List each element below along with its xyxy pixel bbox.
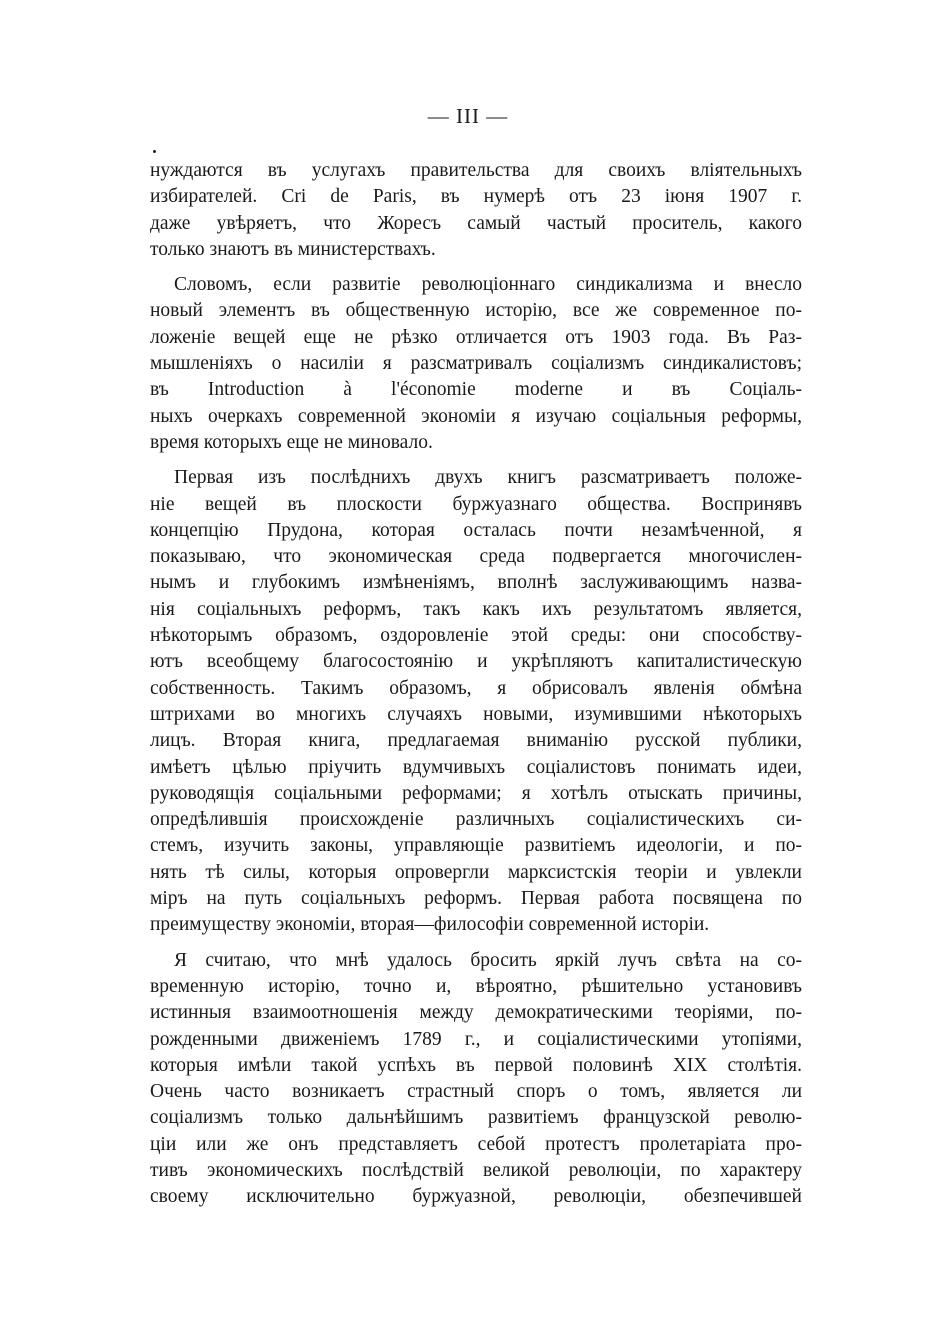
paragraph-1 [150, 158, 802, 263]
text-line: нѣкоторымъ образомъ, оздоровленіе этой среды: они способству- [150, 625, 802, 647]
text-line: только знаютъ въ министерствахъ. [150, 238, 436, 260]
text-line: Очень часто возникаетъ страстный споръ о томъ, является ли [150, 1081, 802, 1103]
page-number: — III — [427, 104, 509, 128]
text-line: стемъ, изучить законы, управляющіе развитіемъ идеологіи, и по- [150, 835, 802, 857]
text-line: міръ на путь соціальныхъ реформъ. Первая работа посвящена по [150, 888, 802, 910]
text-line: собственность. Такимъ образомъ, я обрисовалъ явленія обмѣна [150, 677, 802, 699]
text-line: въ Introduction à l'économie moderne и въ Соціаль- [150, 379, 802, 401]
text-line: новый элементъ въ общественную исторію, все же современное по- [150, 300, 802, 322]
text-line: имѣетъ цѣлью пріучить вдумчивыхъ соціалистовъ понимать идеи, [150, 756, 802, 778]
page-body [150, 158, 802, 1211]
text-line: Я считаю, что мнѣ удалось бросить яркій лучъ свѣта на со- [174, 949, 802, 971]
text-line: которыя имѣли такой успѣхъ въ первой половинѣ XIX столѣтія. [150, 1054, 802, 1076]
text-line: истинныя взаимоотношенія между демократическими теоріями, по- [150, 1002, 802, 1024]
text-line: ныхъ очеркахъ современной экономіи я изучаю соціальныя реформы, [150, 405, 802, 427]
text-line: лицъ. Вторая книга, предлагаемая вниманію русской публики, [150, 730, 802, 752]
text-line: тивъ экономическихъ послѣдствій великой революціи, по характеру [150, 1159, 802, 1181]
paragraph-2 [150, 272, 802, 456]
text-line: концепцію Прудона, которая осталась почти незамѣченной, я [150, 519, 802, 541]
ink-dot [153, 150, 156, 153]
text-line: соціализмъ только дальнѣйшимъ развитіемъ французской револю- [150, 1107, 802, 1129]
paragraph-4 [150, 948, 802, 1211]
text-line: Первая изъ послѣднихъ двухъ книгъ разсматриваетъ положе- [174, 467, 802, 489]
text-line: Словомъ, если развитіе революціоннаго синдикализма и внесло [174, 274, 802, 296]
text-line: опредѣлившія происхожденіе различныхъ соціалистическихъ си- [150, 809, 802, 831]
text-line: избирателей. Cri de Paris, въ нумерѣ отъ 23 іюня 1907 г. [150, 186, 802, 208]
text-line: рожденными движеніемъ 1789 г., и соціалистическими утопіями, [150, 1028, 802, 1050]
text-line: нуждаются въ услугахъ правительства для своихъ вліятельныхъ [150, 160, 802, 181]
text-line: нять тѣ силы, которыя опровергли марксистскія теоріи и увлекли [150, 861, 802, 883]
text-line: ложеніе вещей еще не рѣзко отличается отъ 1903 года. Въ Раз- [150, 326, 802, 348]
text-line: своему исключительно буржуазной, революціи, обезпечившей [150, 1186, 802, 1208]
text-line: временную исторію, точно и, вѣроятно, рѣшительно установивъ [150, 975, 802, 997]
text-line: мышленіяхъ о насиліи я разсматривалъ соціализмъ синдикалистовъ; [150, 353, 802, 375]
text-line: преимуществу экономіи, вторая—философіи современной исторіи. [150, 914, 710, 936]
text-line: руководящія соціальными реформами; я хотѣлъ отыскать причины, [150, 782, 802, 804]
text-line: ютъ всеобщему благосостоянію и укрѣпляютъ капиталистическую [150, 651, 802, 673]
text-line: нія соціальныхъ реформъ, такъ какъ ихъ результатомъ является, [150, 598, 802, 620]
text-line: ніе вещей въ плоскости буржуазнаго общества. Воспринявъ [150, 493, 802, 515]
text-line: штрихами во многихъ случаяхъ новыми, изумившими нѣкоторыхъ [150, 703, 802, 725]
text-line: показываю, что экономическая среда подвергается многочислен- [150, 546, 802, 568]
paragraph-3 [150, 465, 802, 938]
text-line: ціи или же онъ представляетъ себой протестъ пролетаріата про- [150, 1133, 802, 1155]
text-line: нымъ и глубокимъ измѣненіямъ, вполнѣ заслуживающимъ назва- [150, 572, 802, 594]
text-line: время которыхъ еще не миновало. [150, 431, 433, 453]
text-line: даже увѣряетъ, что Жоресъ самый частый проситель, какого [150, 212, 802, 234]
